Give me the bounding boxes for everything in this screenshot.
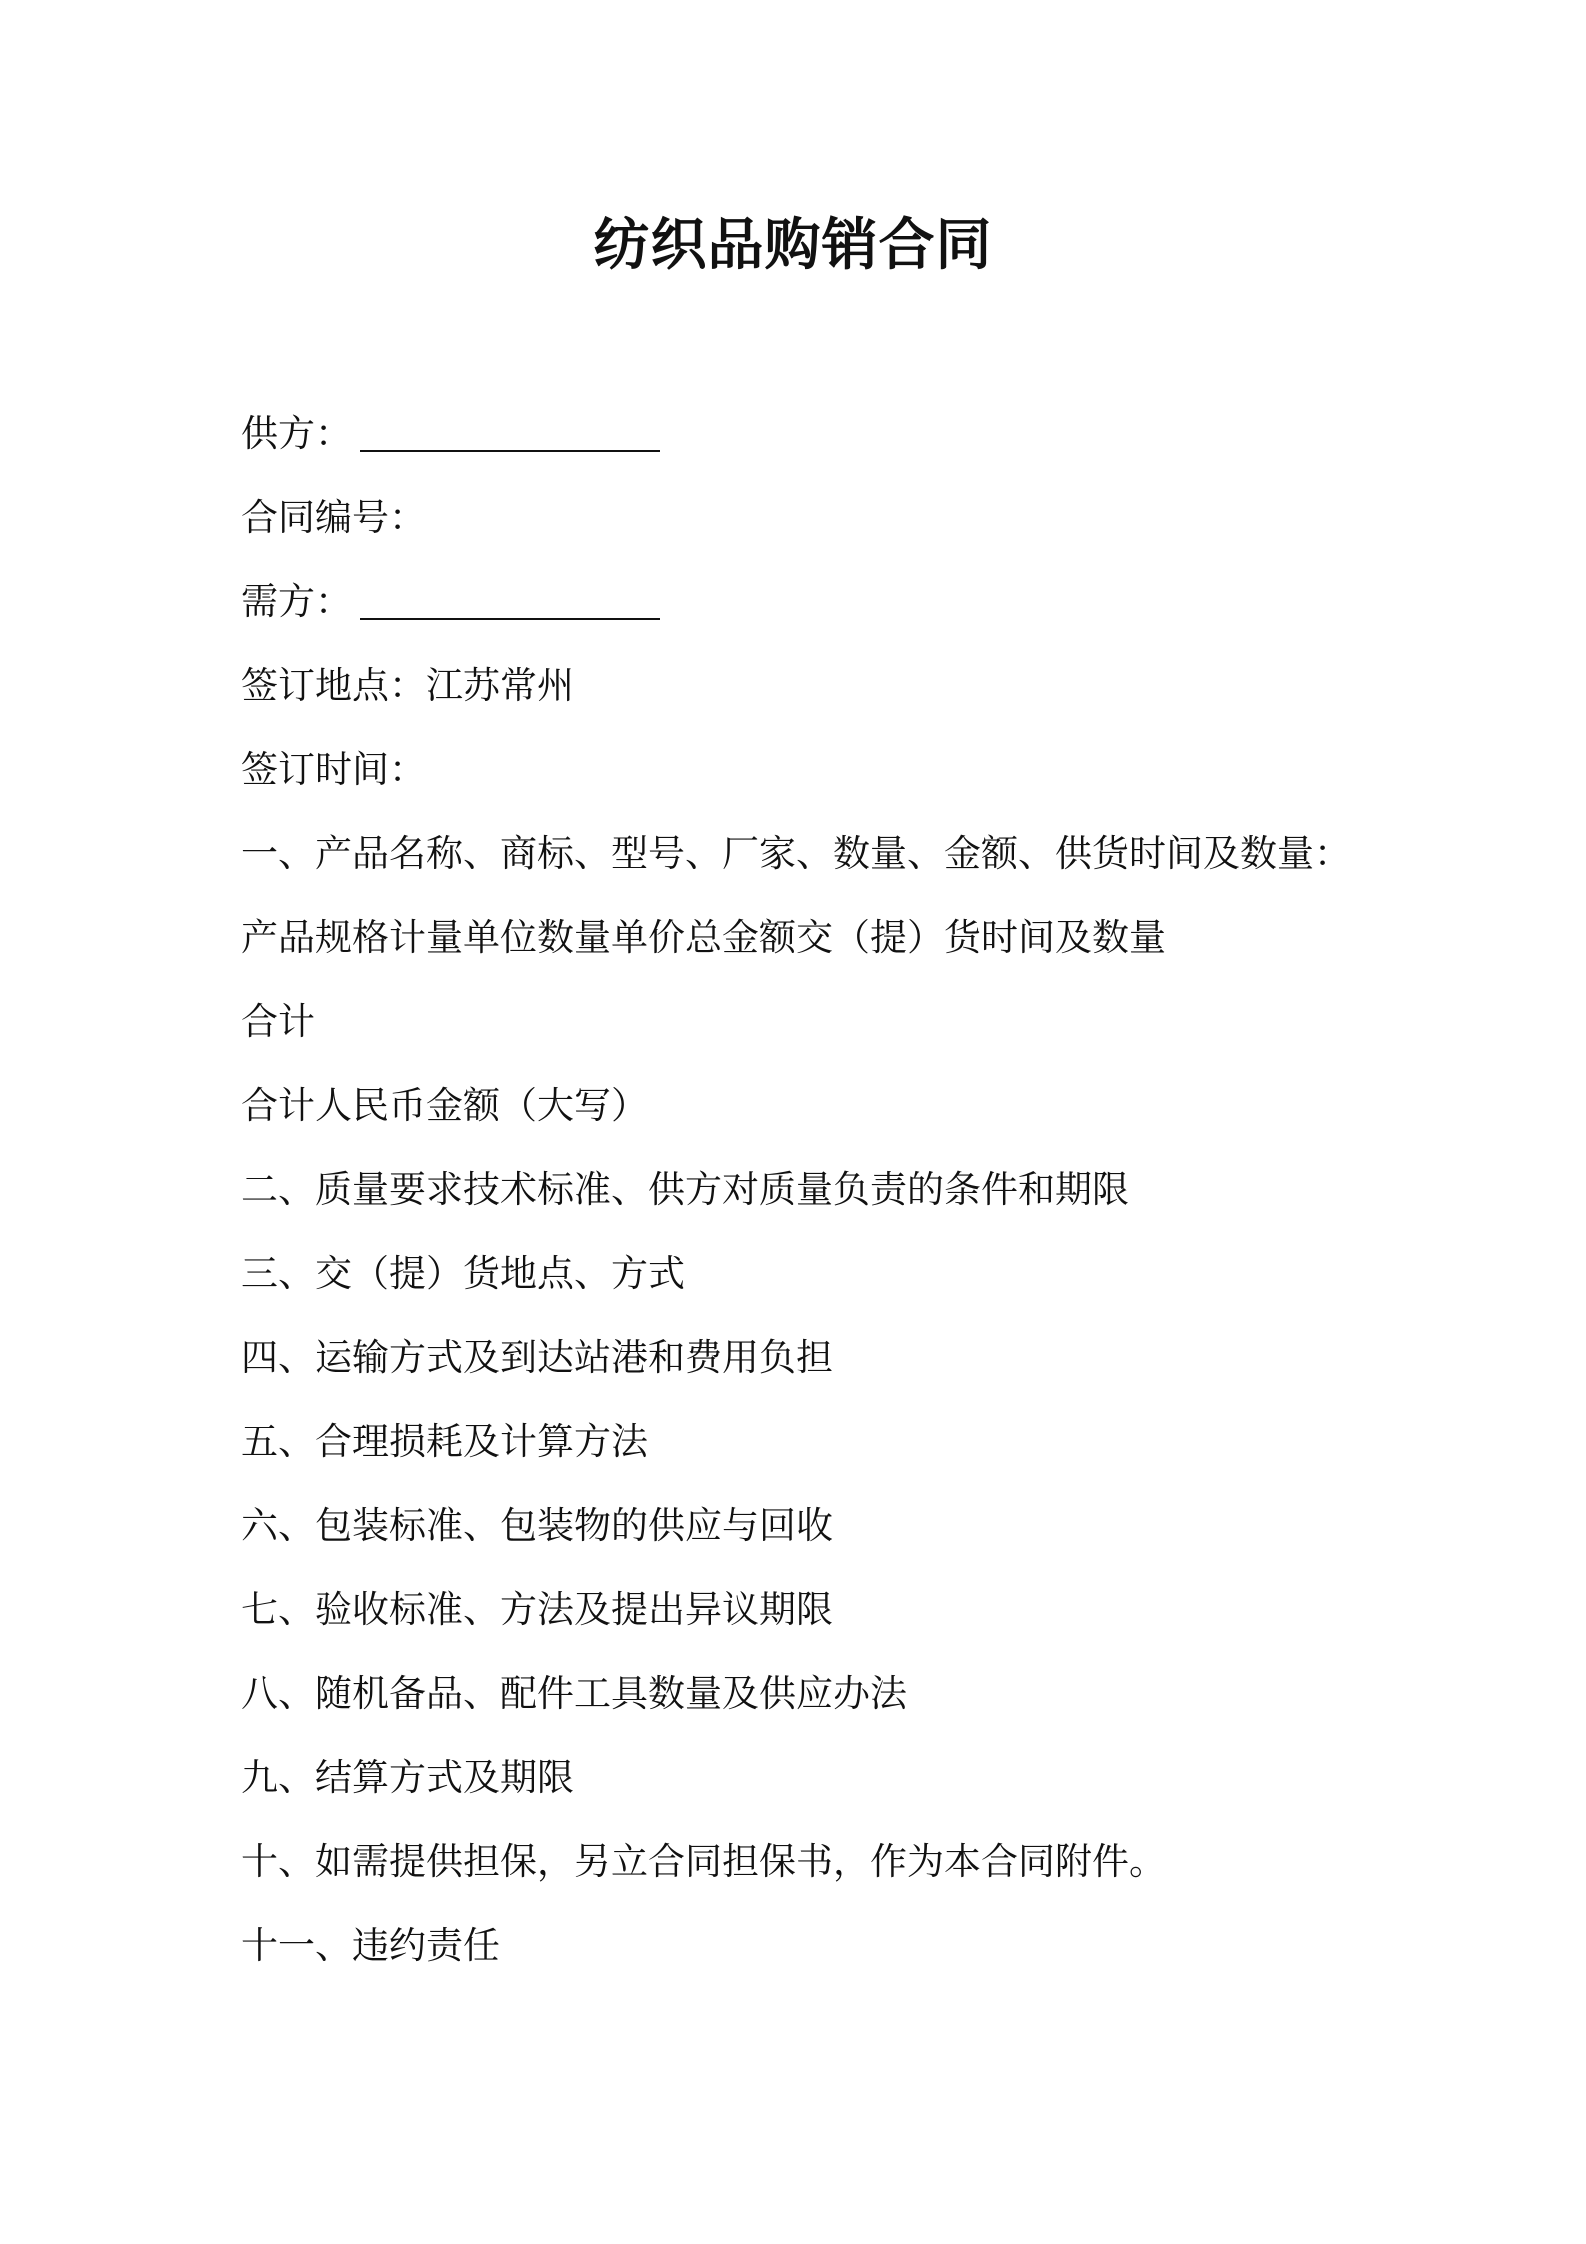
contract-no-line (241, 488, 1441, 572)
sign-time-line (241, 740, 1441, 824)
sign-place-label: 签订地点： (241, 664, 426, 707)
total-rmb-line: 合计人民币金额（大写） (241, 1084, 648, 1127)
clause-2: 二、质量要求技术标准、供方对质量负责的条件和期限 (241, 1168, 1129, 1211)
total-line: 合计 (241, 1000, 315, 1043)
clause-6: 六、包装标准、包装物的供应与回收 (241, 1504, 833, 1547)
sign-time-label: 签订时间： (241, 748, 426, 791)
document-body (241, 404, 1441, 2000)
clause-7: 七、验收标准、方法及提出异议期限 (241, 1588, 833, 1631)
sign-place-line (241, 656, 1441, 740)
product-header-line: 产品规格计量单位数量单价总金额交（提）货时间及数量 (241, 916, 1166, 959)
clause-9: 九、结算方式及期限 (241, 1756, 574, 1799)
clause-10: 十、如需提供担保，另立合同担保书，作为本合同附件。 (241, 1840, 1166, 1883)
supplier-label: 供方： (241, 412, 352, 455)
clause-5: 五、合理损耗及计算方法 (241, 1420, 648, 1463)
clause-1: 一、产品名称、商标、型号、厂家、数量、金额、供货时间及数量： (241, 832, 1351, 875)
sign-place-value: 江苏常州 (426, 664, 574, 707)
clause-8: 八、随机备品、配件工具数量及供应办法 (241, 1672, 907, 1715)
buyer-label: 需方： (241, 580, 352, 623)
clause-3: 三、交（提）货地点、方式 (241, 1252, 685, 1295)
buyer-line (241, 572, 1441, 656)
document-title: 纺织品购销合同 (593, 213, 993, 278)
supplier-blank (360, 410, 660, 452)
clause-11: 十一、违约责任 (241, 1924, 500, 1967)
buyer-blank (360, 578, 660, 620)
clause-4: 四、运输方式及到达站港和费用负担 (241, 1336, 833, 1379)
contract-no-label: 合同编号： (241, 496, 426, 539)
supplier-line (241, 404, 1441, 488)
